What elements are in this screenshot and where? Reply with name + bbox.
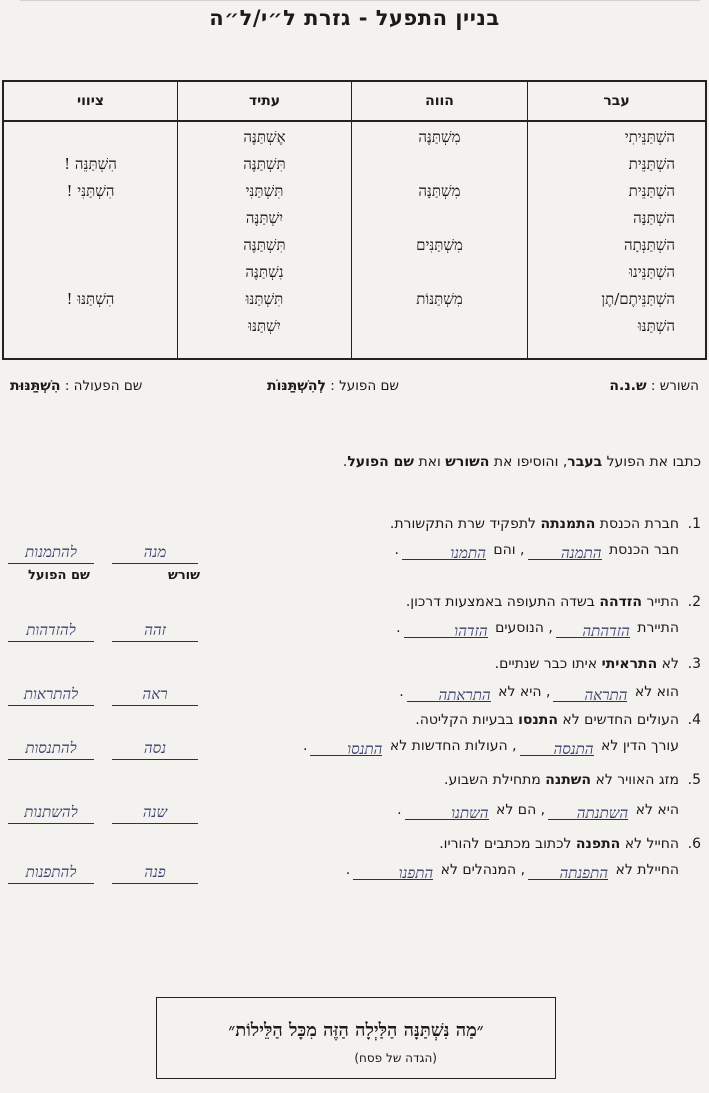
fill-end: . [394, 542, 399, 558]
imperative-column [4, 82, 177, 358]
quote-text: ״מַה נִּשְׁתַּנָּה הַלַּיְלָה הַזֶּה מִכָּל הַלֵּילוֹת״ [228, 1020, 484, 1041]
infinitive-answer-field[interactable]: להתפנות [8, 861, 94, 884]
infinitive-answer-field[interactable]: להשתנות [8, 801, 94, 824]
infinitive-info [267, 378, 399, 394]
exercise-6-answers [8, 860, 198, 884]
exercise-5-sentence [8, 768, 701, 792]
root-answer-field[interactable]: מנה [112, 541, 198, 564]
instruction-part: , והוסיפו את [489, 454, 568, 470]
present-header: הווה [352, 82, 527, 122]
target-verb: התנסו [518, 712, 558, 728]
answer-column-labels [8, 568, 248, 588]
fill-prefix: חבר הכנסת [608, 542, 679, 558]
present-cell: מִשְׁתַּנּוֹת [416, 290, 463, 308]
infinitive-value: לְהִשְׁתַּנּוֹת [267, 378, 326, 394]
sentence-text: חברת הכנסת [595, 516, 679, 532]
fill-mid: , היא לא [498, 684, 551, 700]
imperative-header: ציווי [4, 82, 177, 122]
fill-end: . [397, 802, 402, 818]
exercise-number: 4. [687, 712, 701, 728]
sentence-text: לא [657, 656, 679, 672]
fill-prefix: התיירת [637, 620, 679, 636]
answer-field[interactable]: השתנתה [548, 801, 628, 820]
answer-field[interactable]: התראתה [407, 683, 491, 702]
answer-field[interactable]: הזדהו [404, 619, 488, 638]
root-label: השורש : [650, 378, 699, 394]
exercise-4-sentence [8, 708, 701, 732]
instruction-text [8, 452, 701, 472]
instruction-part: . [342, 454, 348, 470]
sentence-text: איתו כבר שנתיים. [494, 656, 602, 672]
fill-prefix: הוא לא [634, 684, 679, 700]
past-cell: השְׁתַּנֵּית [628, 155, 675, 173]
gerund-label: שם הפעולה : [64, 378, 143, 394]
root-answer-field[interactable]: נסה [112, 737, 198, 760]
past-cell: השְׁתַּנֵּית [628, 182, 675, 200]
fill-end: . [345, 862, 351, 878]
future-cell: תִּשְׁתַּנֶּה [243, 155, 286, 173]
fill-prefix: עורך הדין לא [601, 738, 679, 754]
root-column-label: שורש [168, 568, 201, 583]
sentence-text: מזג האוויר לא [591, 772, 679, 788]
target-verb: התפנה [575, 836, 621, 852]
present-cell: מִשְׁתַּנִּים [416, 236, 463, 254]
target-verb: התראיתי [601, 656, 658, 672]
fill-mid: , והם [493, 542, 525, 558]
exercise-4-answers [8, 736, 198, 760]
answer-field[interactable]: התמנו [402, 541, 486, 560]
past-column [527, 82, 705, 358]
present-column [351, 82, 527, 358]
sentence-text: לכתוב מכתבים להוריו. [439, 836, 576, 852]
instruction-bold: השורש [445, 454, 490, 470]
future-column [177, 82, 351, 358]
root-answer-field[interactable]: פנה [112, 861, 198, 884]
infinitive-answer-field[interactable]: להתראות [8, 683, 94, 706]
instruction-part: כתבו את הפועל [602, 454, 701, 470]
root-answer-field[interactable]: ראה [112, 683, 198, 706]
instruction-bold: שם הפועל [347, 454, 414, 470]
conjugation-table [2, 80, 707, 360]
future-cell: נִשְׁתַּנֶּה [245, 263, 284, 281]
imperative-cell: הִשְׁתַּנֵּה ! [64, 155, 117, 173]
imperative-cell: הִשְׁתַּנּוּ ! [66, 290, 115, 308]
fill-end: . [303, 738, 308, 754]
past-cell: השְׁתַּנְּתָה [623, 236, 675, 254]
answer-field[interactable]: הזדהתה [556, 619, 630, 638]
future-cell: תִּשְׁתַּנּוּ [245, 290, 284, 308]
exercise-1-answers [8, 540, 198, 564]
answer-field[interactable]: השתנו [405, 801, 489, 820]
answer-field[interactable]: התנסה [520, 737, 594, 756]
infinitive-answer-field[interactable]: להתמנות [8, 541, 94, 564]
exercise-number: 2. [687, 594, 701, 610]
past-cell: השְׁתַּנּוּ [637, 317, 675, 335]
exercise-number: 6. [687, 836, 701, 852]
past-cell: השְׁתַּנֵּיתֶם/תֶן [601, 290, 675, 308]
root-value: ש.נ.ה [609, 378, 647, 394]
fill-mid: , העולות החדשות לא [389, 738, 517, 754]
target-verb: השתנה [545, 772, 592, 788]
instruction-bold: בעבר [567, 454, 603, 470]
past-cell: השְׁתַּנֵּינוּ [629, 263, 675, 281]
exercise-2-answers [8, 618, 198, 642]
answer-field[interactable]: התפנתה [528, 861, 608, 880]
infinitive-column-label: שם הפועל [28, 568, 90, 583]
sentence-text: בבעיות הקליטה. [415, 712, 519, 728]
sentence-text: בשדה התעופה באמצעות דרכון. [405, 594, 600, 610]
present-cell: מִשְׁתַּנֶּה [418, 128, 461, 146]
fill-end: . [396, 620, 401, 636]
future-cell: יִשְׁתַּנּוּ [248, 317, 281, 335]
fill-mid: , הנוסעים [495, 620, 553, 636]
past-header: עבר [528, 82, 705, 122]
root-info-row [10, 378, 699, 400]
exercise-number: 1. [687, 516, 701, 532]
exercise-3-answers [8, 682, 198, 706]
future-cell: תִּשְׁתַּנֶּה [243, 236, 286, 254]
fill-mid: , המנהלים לא [440, 862, 526, 878]
exercise-number: 5. [687, 772, 701, 788]
present-cell: מִשְׁתַּנָּה [418, 182, 461, 200]
past-cell: השְׁתַּנֵּיתִי [624, 128, 675, 146]
exercise-3-sentence [8, 652, 701, 676]
instruction-part: ואת [414, 454, 446, 470]
target-verb: התמנתה [540, 516, 596, 532]
fill-mid: , הם לא [496, 802, 546, 818]
sentence-text: לתפקיד שרת התקשורת. [389, 516, 541, 532]
fill-prefix: היא לא [635, 802, 679, 818]
quote-source: (הגדה של פסח) [354, 1051, 437, 1065]
root-info [609, 378, 699, 394]
future-cell: תִּשְׁתַּנִּי [245, 182, 284, 200]
answer-field[interactable]: התפנו [353, 861, 433, 880]
gerund-value: הִשְׁתַּנּוּת [10, 378, 61, 394]
exercise-1-sentence [8, 512, 701, 536]
exercise-6-sentence [8, 832, 701, 856]
quote-box [156, 997, 556, 1079]
future-cell: אֶשְׁתַּנֶּה [243, 128, 286, 146]
exercise-2-sentence [8, 590, 701, 614]
imperative-cell: הִשְׁתַּנִּי ! [66, 182, 115, 200]
answer-field[interactable]: התנסו [310, 737, 382, 756]
future-header: עתיד [178, 82, 351, 122]
sentence-text: מתחילת השבוע. [444, 772, 546, 788]
root-answer-field[interactable]: זהה [112, 619, 198, 642]
infinitive-answer-field[interactable]: להתנסות [8, 737, 94, 760]
infinitive-label: שם הפועל : [330, 378, 399, 394]
past-cell: השְׁתַּנָּה [633, 209, 675, 227]
fill-prefix: החיילת לא [615, 862, 679, 878]
exercise-5-answers [8, 800, 198, 824]
page-title: בניין התפעל - גזרת ל״י/ל״ה [209, 6, 500, 30]
fill-end: . [399, 684, 404, 700]
answer-field[interactable]: התמנה [528, 541, 602, 560]
sentence-text: החייל לא [620, 836, 679, 852]
sentence-text: העולים החדשים לא [557, 712, 679, 728]
root-answer-field[interactable]: שנה [112, 801, 198, 824]
sentence-text: התייר [642, 594, 679, 610]
exercise-number: 3. [687, 656, 701, 672]
gerund-info [10, 378, 142, 394]
answer-field[interactable]: התראה [553, 683, 627, 702]
infinitive-answer-field[interactable]: להזדהות [8, 619, 94, 642]
target-verb: הזדהה [599, 594, 643, 610]
future-cell: יִשְׁתַּנֶּה [245, 209, 284, 227]
